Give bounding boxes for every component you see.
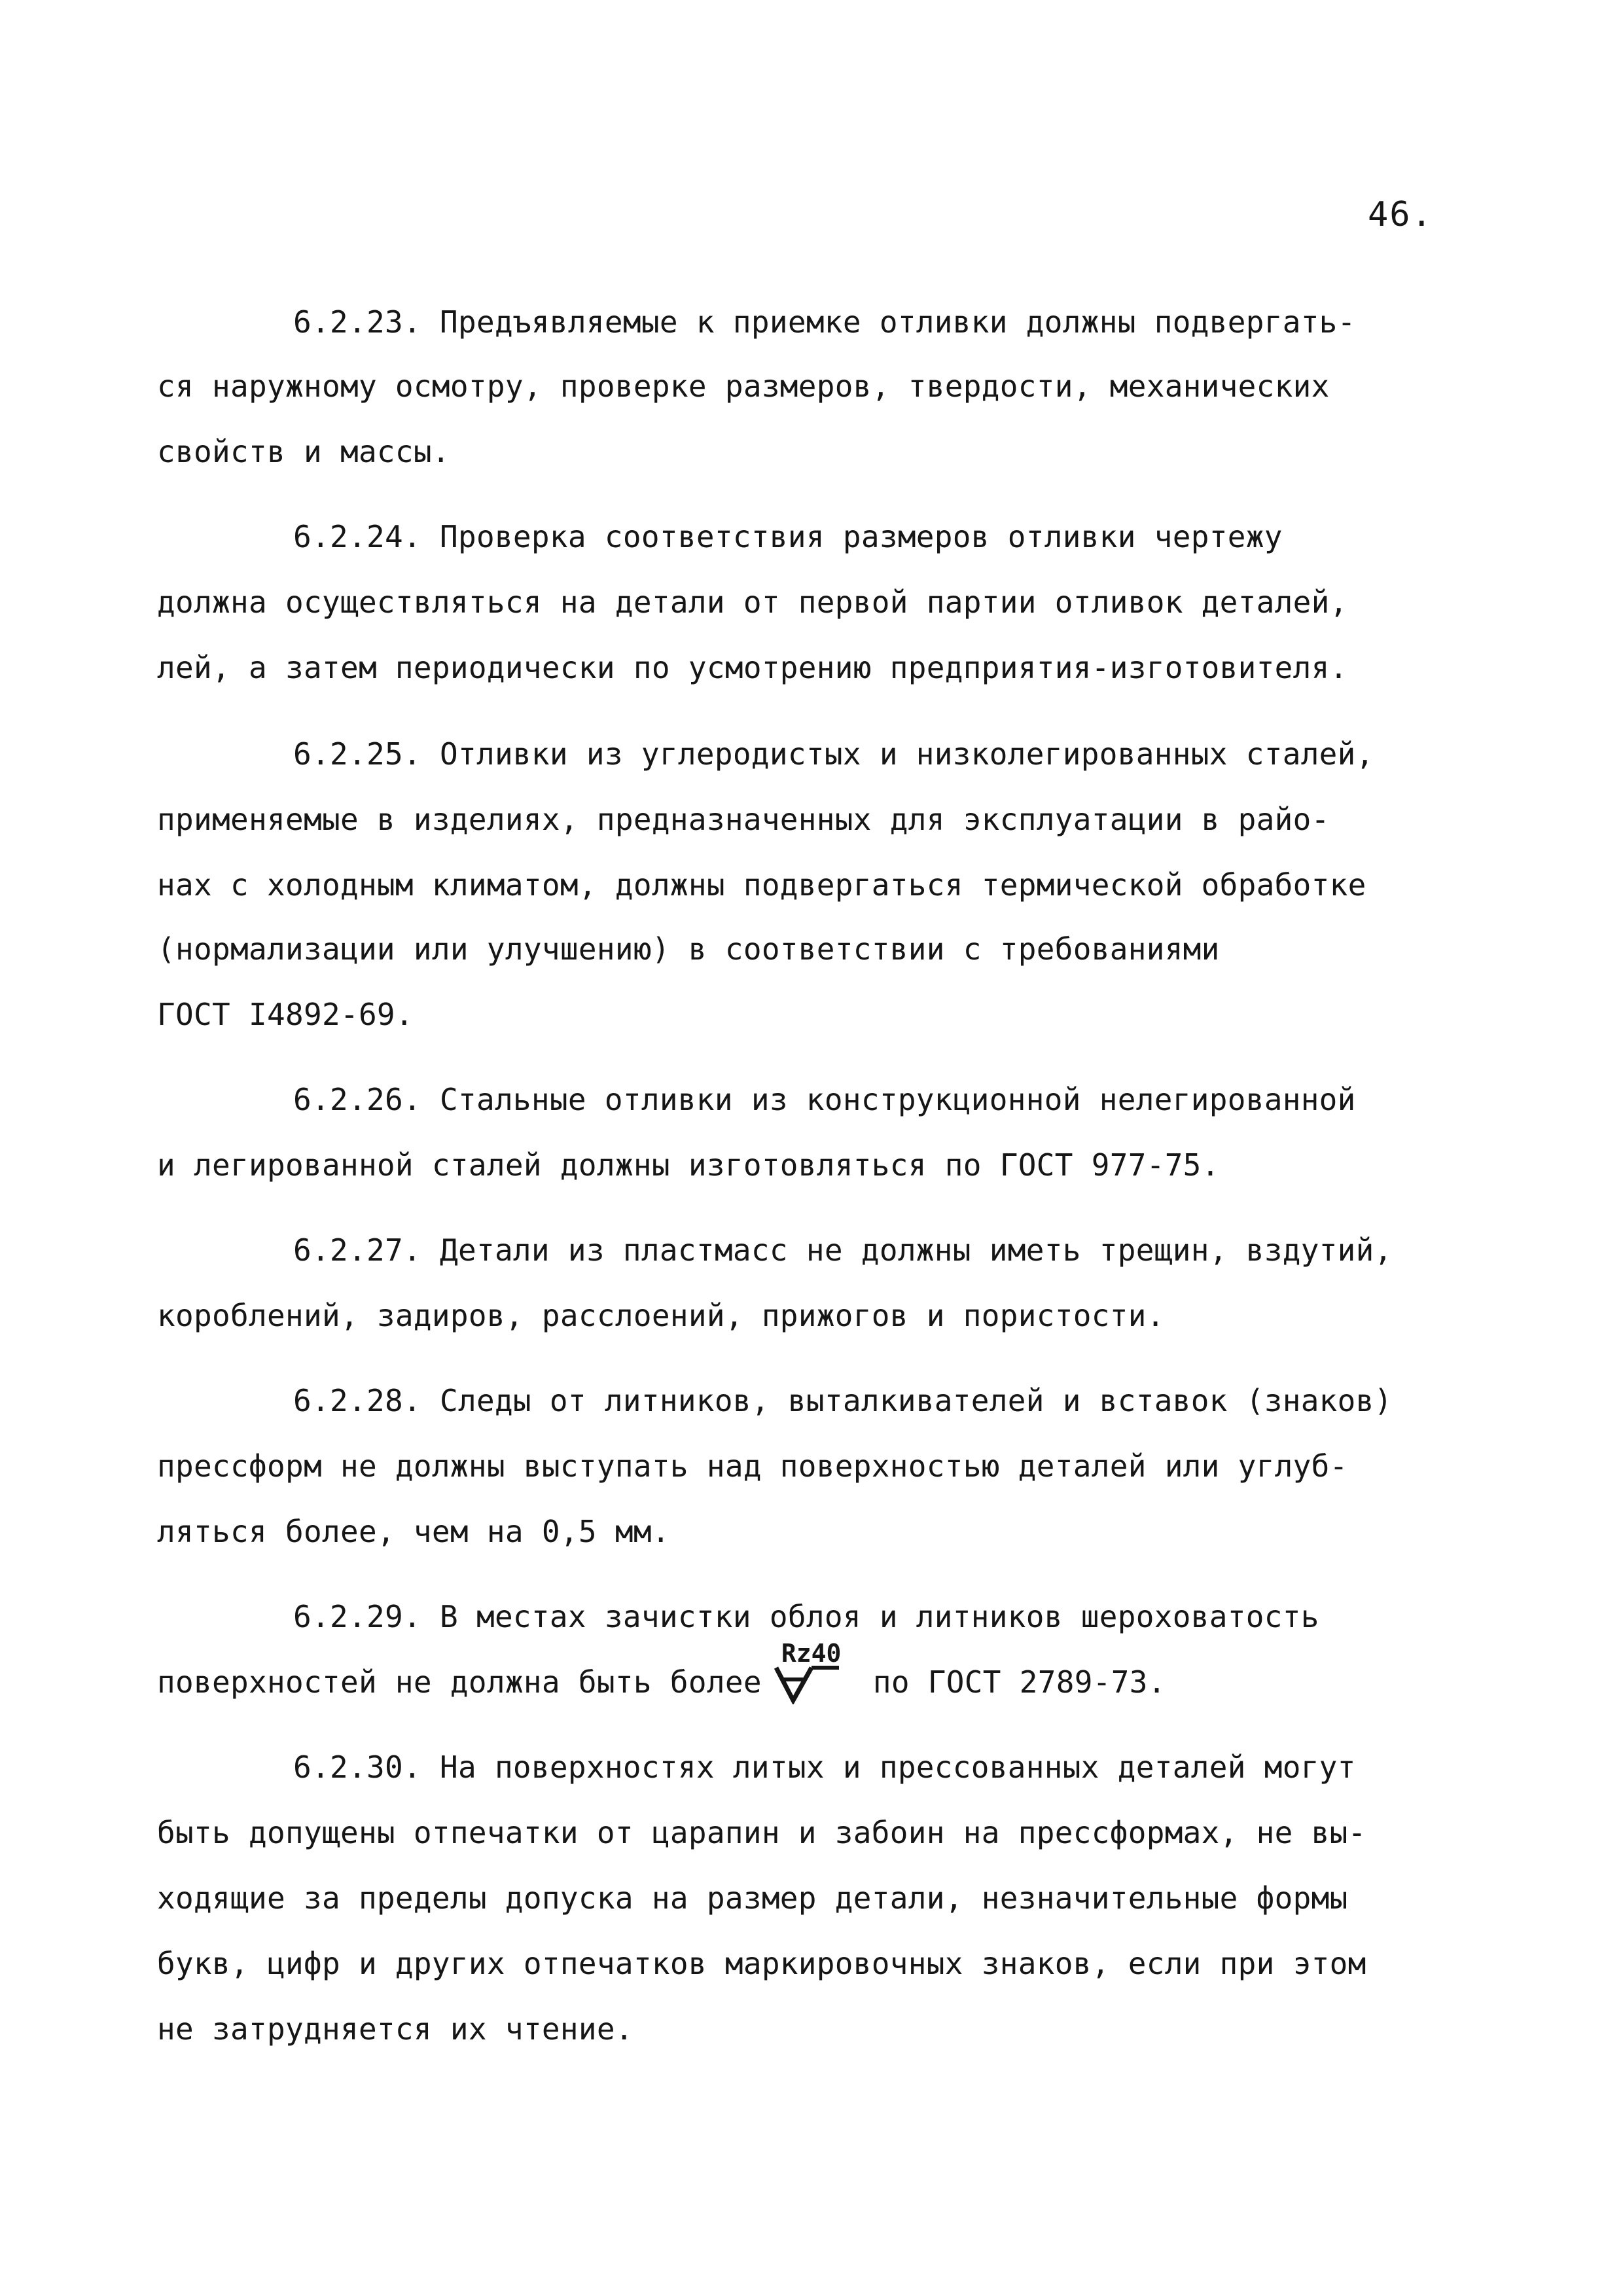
paragraph-6-2-29-text-after-symbol: по ГОСТ 2789-73.	[872, 1664, 1166, 1700]
roughness-check-icon	[771, 1665, 849, 1704]
paragraph-6-2-30-line-4: букв, цифр и других отпечатков маркировочных знаков, если при этом	[157, 1946, 1366, 1981]
paragraph-6-2-30-line-1: 6.2.30. На поверхностях литых и прессованных деталей могут	[293, 1749, 1356, 1785]
paragraph-6-2-24-line-2: должна осуществляться на детали от первой партии отливок деталей,	[157, 584, 1348, 620]
roughness-value: Rz40	[781, 1638, 842, 1668]
paragraph-6-2-28-line-3: ляться более, чем на 0,5 мм.	[157, 1514, 670, 1549]
paragraph-6-2-29-text-before-symbol: поверхностей не должна быть более	[157, 1664, 762, 1700]
paragraph-6-2-23-line-1: 6.2.23. Предъявляемые к приемке отливки должны подвергать-	[293, 304, 1356, 340]
paragraph-6-2-27-line-1: 6.2.27. Детали из пластмасс не должны иметь трещин, вздутий,	[293, 1232, 1393, 1268]
paragraph-6-2-25-line-5: ГОСТ I4892-69.	[157, 997, 414, 1032]
paragraph-6-2-28-line-2: прессформ не должны выступать над поверхностью деталей или углуб-	[157, 1448, 1348, 1484]
surface-roughness-symbol	[771, 1638, 849, 1704]
paragraph-6-2-25-line-1: 6.2.25. Отливки из углеродистых и низколегированных сталей,	[293, 736, 1374, 772]
paragraph-6-2-28-line-1: 6.2.28. Следы от литников, выталкивателей и вставок (знаков)	[293, 1383, 1393, 1418]
paragraph-6-2-30-line-3: ходящие за пределы допуска на размер детали, незначительные формы	[157, 1880, 1348, 1916]
paragraph-6-2-27-line-2: короблений, задиров, расслоений, прижогов и пористости.	[157, 1298, 1165, 1333]
paragraph-6-2-25-line-2: применяемые в изделиях, предназначенных для эксплуатации в райо-	[157, 802, 1330, 837]
paragraph-6-2-25-line-4: (нормализации или улучшению) в соответствии с требованиями	[157, 931, 1220, 967]
paragraph-6-2-24-line-3: лей, а затем периодически по усмотрению предприятия-изготовителя.	[157, 650, 1348, 685]
paragraph-6-2-24-line-1: 6.2.24. Проверка соответствия размеров отливки чертежу	[293, 519, 1283, 554]
paragraph-6-2-26-line-1: 6.2.26. Стальные отливки из конструкционной нелегированной	[293, 1082, 1356, 1117]
paragraph-6-2-29-line-1: 6.2.29. В местах зачистки облоя и литников шероховатость	[293, 1599, 1319, 1634]
paragraph-6-2-26-line-2: и легированной сталей должны изготовляться по ГОСТ 977-75.	[157, 1147, 1220, 1183]
page-number: 46.	[1368, 195, 1433, 234]
paragraph-6-2-29-line-2	[157, 1638, 1518, 1704]
paragraph-6-2-25-line-3: нах с холодным климатом, должны подвергаться термической обработке	[157, 867, 1366, 903]
paragraph-6-2-30-line-2: быть допущены отпечатки от царапин и забоин на прессформах, не вы-	[157, 1815, 1366, 1850]
paragraph-6-2-30-line-5: не затрудняется их чтение.	[157, 2011, 633, 2047]
paragraph-6-2-23-line-3: свойств и массы.	[157, 434, 450, 469]
paragraph-6-2-23-line-2: ся наружному осмотру, проверке размеров, твердости, механических	[157, 368, 1330, 404]
